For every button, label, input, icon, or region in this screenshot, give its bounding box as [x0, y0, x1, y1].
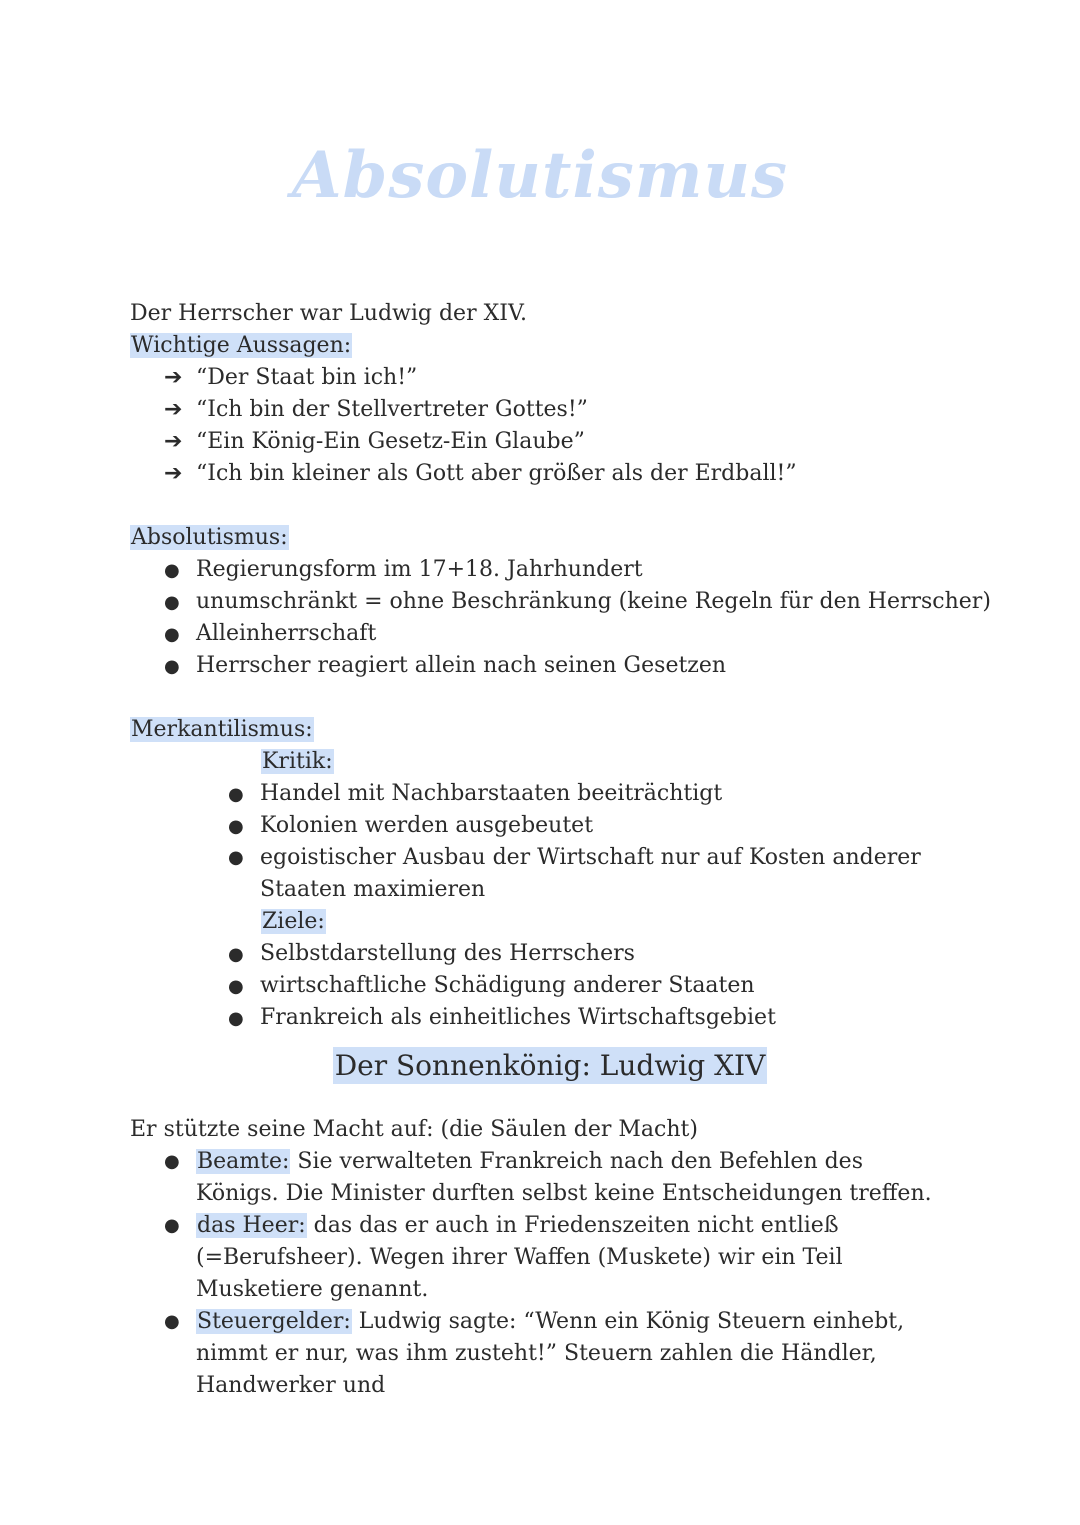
list-item [130, 458, 970, 490]
spacer [130, 490, 970, 522]
item-text: Selbstdarstellung des Herrschers [260, 941, 635, 966]
list-item [130, 554, 970, 586]
list-item [130, 1306, 970, 1402]
pillar-term: das Heer: [197, 1213, 306, 1238]
list-item [130, 1002, 970, 1034]
bullet-icon: ● [228, 816, 244, 837]
arrow-right-icon: ➔ [164, 365, 183, 390]
section-heading-text: Der Sonnenkönig: Ludwig XIV [334, 1049, 766, 1082]
ruler-line: Der Herrscher war Ludwig der XIV. [130, 301, 527, 326]
list-item [130, 970, 970, 1002]
item-text: Herrscher reagiert allein nach seinen Gesetzen [196, 653, 727, 678]
quotes-label: Wichtige Aussagen: [131, 333, 352, 358]
arrow-right-icon: ➔ [164, 461, 183, 486]
list-item [130, 394, 970, 426]
pillar-term: Steuergelder: [197, 1309, 351, 1334]
item-text [196, 1306, 936, 1402]
bullet-icon: ● [164, 592, 180, 613]
bullet-icon: ● [228, 976, 244, 997]
bullet-icon: ● [164, 1311, 180, 1332]
quote-text: “Ich bin kleiner als Gott aber größer als der Erdball!” [196, 461, 797, 486]
bullet-icon: ● [164, 656, 180, 677]
ziele-label-line [130, 906, 970, 938]
kritik-label: Kritik: [262, 749, 333, 774]
kritik-list [130, 778, 970, 906]
bullet-icon: ● [164, 1151, 180, 1172]
item-text: Handel mit Nachbarstaaten beeiträchtigt [260, 781, 723, 806]
list-item [130, 938, 970, 970]
item-text: egoistischer Ausbau der Wirtschaft nur auf Kosten anderer Staaten maximieren [260, 845, 921, 902]
absolutismus-label-line [130, 522, 970, 554]
pillar-text: Ludwig sagte: “Wenn ein König Steuern einhebt, nimmt er nur, was ihm zusteht!” Steuern zahlen die Händler, Handwerker und [196, 1309, 905, 1398]
quotes-list [130, 362, 970, 490]
spacer [130, 682, 970, 714]
quote-text: “Der Staat bin ich!” [196, 365, 418, 390]
pillar-term: Beamte: [197, 1149, 290, 1174]
list-item [130, 586, 991, 618]
bullet-icon: ● [164, 1215, 180, 1236]
absolutismus-label: Absolutismus: [131, 525, 288, 550]
list-item [130, 778, 970, 810]
bullet-icon: ● [164, 560, 180, 581]
item-text: unumschränkt = ohne Beschränkung (keine Regeln für den Herrscher) [196, 589, 991, 614]
item-text: Frankreich als einheitliches Wirtschaftsgebiet [260, 1005, 776, 1030]
list-item [130, 650, 970, 682]
absolutismus-list [130, 554, 991, 682]
item-text [196, 1210, 936, 1306]
merkantilismus-label-line [130, 714, 970, 746]
document-body [130, 298, 991, 1402]
quote-text: “Ein König-Ein Gesetz-Ein Glaube” [196, 429, 585, 454]
bullet-icon: ● [228, 944, 244, 965]
merkantilismus-label: Merkantilismus: [131, 717, 313, 742]
list-item [130, 1146, 970, 1210]
kritik-label-line [130, 746, 970, 778]
bullet-icon: ● [228, 784, 244, 805]
bullet-icon: ● [228, 1008, 244, 1029]
item-text: wirtschaftliche Schädigung anderer Staaten [260, 973, 755, 998]
item-text: Regierungsform im 17+18. Jahrhundert [196, 557, 643, 582]
arrow-right-icon: ➔ [164, 429, 183, 454]
ziele-list [130, 938, 970, 1034]
list-item [130, 426, 970, 458]
arrow-right-icon: ➔ [164, 397, 183, 422]
quote-text: “Ich bin der Stellvertreter Gottes!” [196, 397, 588, 422]
bullet-icon: ● [164, 624, 180, 645]
list-item [130, 362, 970, 394]
list-item [130, 618, 970, 650]
bullet-icon: ● [228, 847, 244, 868]
pillar-text: Sie verwalteten Frankreich nach den Befehlen des Königs. Die Minister durften selbst keine Entscheidungen treffen. [196, 1149, 932, 1206]
list-item [130, 842, 970, 906]
section-heading [130, 1042, 970, 1090]
pillars-list [130, 1146, 970, 1402]
pillar-text: das das er auch in Friedenszeiten nicht entließ (=Berufsheer). Wegen ihrer Waffen (Muskete) wir ein Teil Musketiere genannt. [196, 1213, 843, 1302]
item-text [196, 1146, 936, 1210]
document-title: Absolutismus [291, 138, 789, 213]
list-item [130, 810, 970, 842]
ziele-label: Ziele: [262, 909, 325, 934]
item-text: Alleinherrschaft [196, 621, 377, 646]
item-text: Kolonien werden ausgebeutet [260, 813, 594, 838]
pillars-intro-line: Er stützte seine Macht auf: (die Säulen der Macht) [130, 1117, 698, 1142]
list-item [130, 1210, 970, 1306]
quotes-label-line [130, 330, 970, 362]
